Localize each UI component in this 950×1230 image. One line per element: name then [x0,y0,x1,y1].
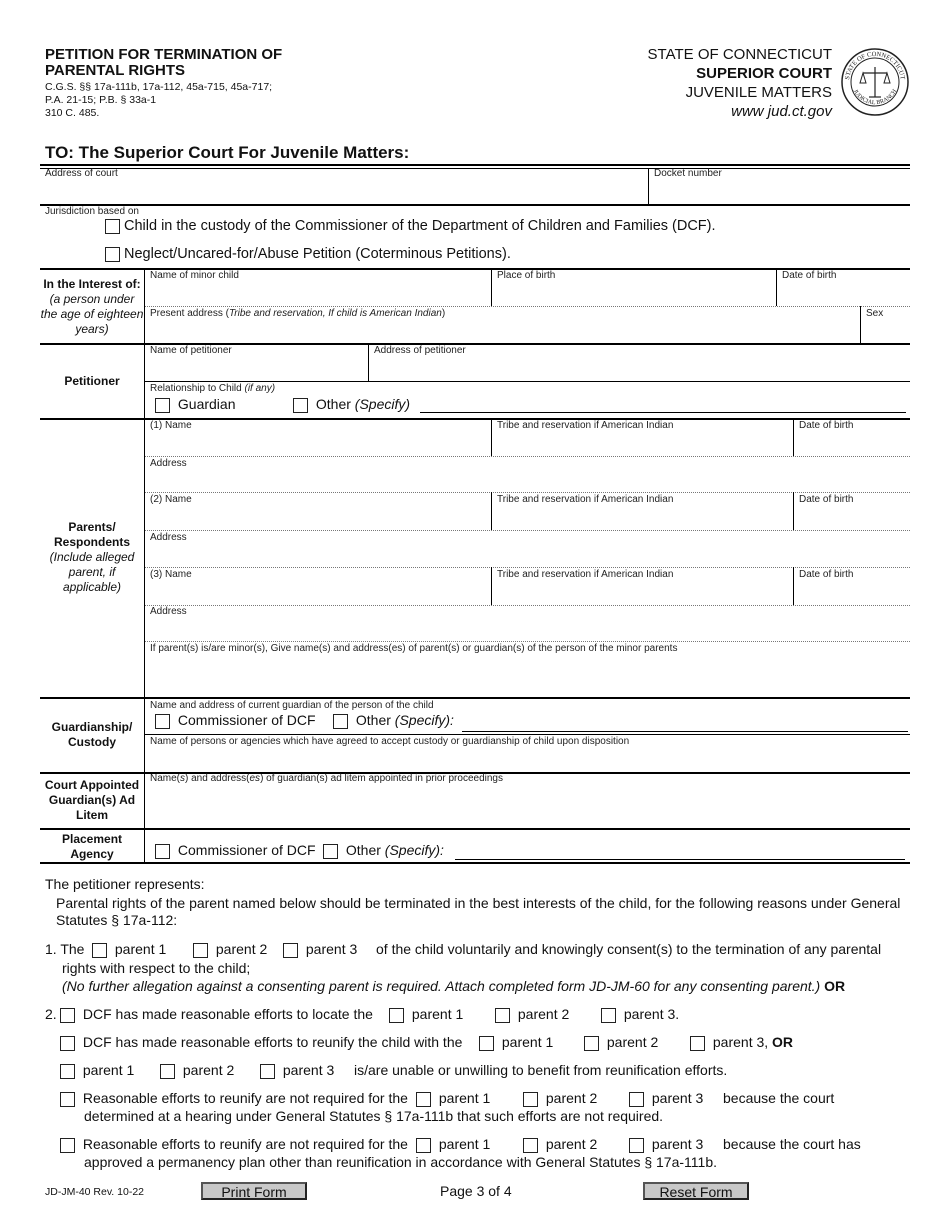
form-title-line2: PARENTAL RIGHTS [45,62,186,79]
present-address-suffix: ) [441,308,446,319]
agreed-custody-field[interactable]: Name of persons or agencies which have agreed to accept custody or guardianship of child upon disposition [150,736,630,747]
petitioner-other-checkbox[interactable] [293,398,308,413]
r2e-parent1-label: parent 1 [438,1136,491,1152]
gal-field-a: Name( [150,773,181,784]
jurisdiction-dcf-checkbox[interactable] [105,219,120,234]
r2c-parent3-checkbox[interactable] [260,1064,275,1079]
r2-reunify-checkbox[interactable] [60,1036,75,1051]
parent2-dob-field[interactable]: Date of birth [799,494,854,505]
parent2-name-field[interactable]: (2) Name [150,494,192,505]
r1-parent3-checkbox[interactable] [283,943,298,958]
petitioner-other-input[interactable] [420,412,906,413]
seal-text-top: STATE OF CONNECTICUT [844,50,906,81]
r2c-parent2-checkbox[interactable] [160,1064,175,1079]
form-id: JD-JM-40 Rev. 10-22 [45,1186,145,1198]
reason1-note: (No further allegation against a consenting parent is required. Attach completed form JD-JM-60 for any consenting parent.) [62,978,821,994]
parent3-address-field[interactable]: Address [150,606,187,617]
r2c-unable-label: is/are unable or unwilling to benefit from reunification efforts. [354,1062,728,1078]
place-of-birth-field[interactable]: Place of birth [497,270,556,281]
present-address-field[interactable] [150,308,445,319]
r2a-parent2-label: parent 2 [517,1006,570,1022]
parents-section-label [40,520,144,595]
guardianship-dcf-label: Commissioner of DCF [177,712,316,728]
interest-section-label [40,277,144,337]
form-title [45,47,282,79]
court-header [648,45,832,121]
r2e-parent3-checkbox[interactable] [629,1138,644,1153]
seal-text-bottom: JUDICIAL BRANCH [851,88,899,107]
r1-parent2-label: parent 2 [215,941,268,957]
parent1-address-field[interactable]: Address [150,458,187,469]
r2e-parent2-checkbox[interactable] [523,1138,538,1153]
r2d-parent1-label: parent 1 [438,1090,491,1106]
present-address-italic: Tribe and reservation, If child is American Indian [228,308,442,319]
r1-parent1-checkbox[interactable] [92,943,107,958]
placement-dcf-label: Commissioner of DCF [177,842,316,858]
r2b-parent2-checkbox[interactable] [584,1036,599,1051]
relationship-label [150,383,275,394]
page-number: Page 3 of 4 [440,1183,512,1199]
r2d-parent3-checkbox[interactable] [629,1092,644,1107]
placement-specify-label: (Specify): [384,842,444,858]
placement-dcf-checkbox[interactable] [155,844,170,859]
parent1-dob-field[interactable]: Date of birth [799,420,854,431]
guardianship-section-label [40,720,144,750]
reason1-num: 1. The [45,941,85,957]
placement-other-label: Other [345,842,381,858]
r2b-parent2-label: parent 2 [606,1034,659,1050]
r2b-parent1-checkbox[interactable] [479,1036,494,1051]
petitioner-specify-label: (Specify) [354,396,411,412]
r2a-parent3-checkbox[interactable] [601,1008,616,1023]
r2c-parent1-checkbox[interactable] [60,1064,75,1079]
parent2-tribe-field[interactable]: Tribe and reservation if American Indian [497,494,674,505]
r2e-notreq-label: Reasonable efforts to reunify are not required for the [82,1136,408,1152]
interest-label: In the Interest of: [43,277,141,291]
represents-line1: Parental rights of the parent named below should be terminated in the best interests of the child, for the following reasons under General [56,895,901,911]
represents-paragraph [56,895,900,929]
jurisdiction-dcf-label: Child in the custody of the Commissioner of the Department of Children and Families (DCF). [124,218,716,234]
reset-form-button[interactable]: Reset Form [643,1182,749,1200]
statutes-line3: 310 C. 485. [45,107,100,119]
print-form-button[interactable]: Print Form [201,1182,307,1200]
r2b-or: OR [772,1034,794,1050]
r2d-parent2-label: parent 2 [545,1090,598,1106]
gal-field-d: es [249,773,261,784]
petitioner-name-field[interactable]: Name of petitioner [150,345,232,356]
gal-field-e: ) of guardian(s) ad litem appointed in prior proceedings [260,773,503,784]
r2-locate-checkbox[interactable] [60,1008,75,1023]
gal-section-label: Court Appointed Guardian(s) Ad Litem [44,778,140,822]
address-of-court-field[interactable]: Address of court [45,168,118,179]
reason1-rest: of the child voluntarily and knowingly consent(s) to the termination of any parental [376,941,882,957]
statutes [45,81,272,120]
petitioner-address-field[interactable]: Address of petitioner [374,345,466,356]
reason1-line2: rights with respect to the child; [62,960,251,976]
parent1-tribe-field[interactable]: Tribe and reservation if American Indian [497,420,674,431]
parent3-name-field[interactable]: (3) Name [150,569,192,580]
guardian-label: Guardian [177,396,236,412]
guardianship-label1: Guardianship/ [51,720,133,734]
reason2-num: 2. [45,1006,57,1022]
parents-sublabel: (Include alleged parent, if applicable) [49,550,135,594]
interest-sublabel: (a person under the age of eighteen years) [40,292,144,336]
relationship-ifany: (if any) [244,383,276,394]
jurisdiction-label: Jurisdiction based on [45,206,139,217]
placement-section-label: Placement Agency [61,832,123,861]
gal-field[interactable] [150,773,503,784]
r2a-parent2-checkbox[interactable] [495,1008,510,1023]
r2d-parent3-label: parent 3 [651,1090,704,1106]
r1-parent1-label: parent 1 [114,941,167,957]
r2-reunify-label: DCF has made reasonable efforts to reunify the child with the [82,1034,463,1050]
parent3-dob-field[interactable]: Date of birth [799,569,854,580]
petitioner-section-label: Petitioner [64,374,120,388]
guardianship-other-input[interactable] [462,731,908,732]
guardian-checkbox[interactable] [155,398,170,413]
r2d-parent2-checkbox[interactable] [523,1092,538,1107]
guardianship-label2: Custody [68,735,116,749]
relationship-text: Relationship to Child [150,383,242,394]
reason1-or: OR [824,978,846,994]
r2c-parent1-label: parent 1 [82,1062,135,1078]
current-guardian-label: Name and address of current guardian of the person of the child [150,700,434,711]
r2a-parent3-label: parent 3. [623,1006,680,1022]
r2a-parent1-label: parent 1 [411,1006,464,1022]
placement-other-checkbox[interactable] [323,844,338,859]
child-dob-field[interactable]: Date of birth [782,270,837,281]
parent2-address-field[interactable]: Address [150,532,187,543]
r2e-notreq-checkbox[interactable] [60,1138,75,1153]
r1-parent2-checkbox[interactable] [193,943,208,958]
parent3-tribe-field[interactable]: Tribe and reservation if American Indian [497,569,674,580]
r2d-notreq-checkbox[interactable] [60,1092,75,1107]
petitioner-other-label: Other [315,396,351,412]
to-heading: TO: The Superior Court For Juvenile Matters: [45,143,410,162]
guardianship-dcf-checkbox[interactable] [155,714,170,729]
r2d-hearing: determined at a hearing under General Statutes § 17a-111b that such efforts are not required. [84,1108,664,1124]
r2e-plan: approved a permanency plan other than reunification in accordance with General Statutes § 17a-111b. [84,1154,717,1170]
jurisdiction-neglect-checkbox[interactable] [105,247,120,262]
state-name: STATE OF CONNECTICUT [647,46,832,63]
present-address-prefix: Present address ( [150,308,229,319]
r2b-parent1-label: parent 1 [501,1034,554,1050]
gal-field-b: s [180,773,186,784]
gal-field-c: ) and address( [185,773,250,784]
represents-intro: The petitioner represents: [45,876,205,892]
guardianship-specify-label: (Specify): [394,712,454,728]
r2e-parent1-checkbox[interactable] [416,1138,431,1153]
form-title-line1: PETITION FOR TERMINATION OF [45,46,283,63]
judicial-seal [840,47,910,117]
r2d-notreq-label: Reasonable efforts to reunify are not required for the [82,1090,408,1106]
minor-child-name-field[interactable]: Name of minor child [150,270,239,281]
parents-label1: Parents/ [68,520,116,534]
r2c-parent3-label: parent 3 [282,1062,335,1078]
docket-number-field[interactable]: Docket number [654,168,722,179]
minor-parents-field[interactable]: If parent(s) is/are minor(s), Give name(s) and address(es) of parent(s) or guardian(s) of the person of the minor parents [150,643,678,654]
r2e-because: because the court has [723,1136,861,1152]
represents-line2: Statutes § 17a-112: [56,912,178,928]
guardianship-other-checkbox[interactable] [333,714,348,729]
court-name: SUPERIOR COURT [696,65,832,82]
r2e-parent2-label: parent 2 [545,1136,598,1152]
division-name: JUVENILE MATTERS [685,84,832,101]
statutes-line2: P.A. 21-15; P.B. § 33a-1 [45,94,157,106]
parent1-name-field[interactable]: (1) Name [150,420,192,431]
reason1-note-row [62,978,845,994]
jurisdiction-neglect-label: Neglect/Uncared-for/Abuse Petition (Coterminous Petitions). [124,246,511,262]
r2c-parent2-label: parent 2 [182,1062,235,1078]
sex-field[interactable]: Sex [866,308,884,319]
r1-parent3-label: parent 3 [305,941,358,957]
placement-other-input[interactable] [455,859,905,860]
r2-locate-label: DCF has made reasonable efforts to locate the [82,1006,373,1022]
parents-label2: Respondents [53,535,130,549]
r2a-parent1-checkbox[interactable] [389,1008,404,1023]
guardianship-other-label: Other [355,712,391,728]
r2d-because: because the court [723,1090,835,1106]
r2d-parent1-checkbox[interactable] [416,1092,431,1107]
website: www jud.ct.gov [731,103,832,120]
r2b-parent3-label: parent 3, [712,1034,769,1050]
r2b-parent3-checkbox[interactable] [690,1036,705,1051]
r2e-parent3-label: parent 3 [651,1136,704,1152]
statutes-line1: C.G.S. §§ 17a-111b, 17a-112, 45a-715, 45a-717; [45,81,273,93]
